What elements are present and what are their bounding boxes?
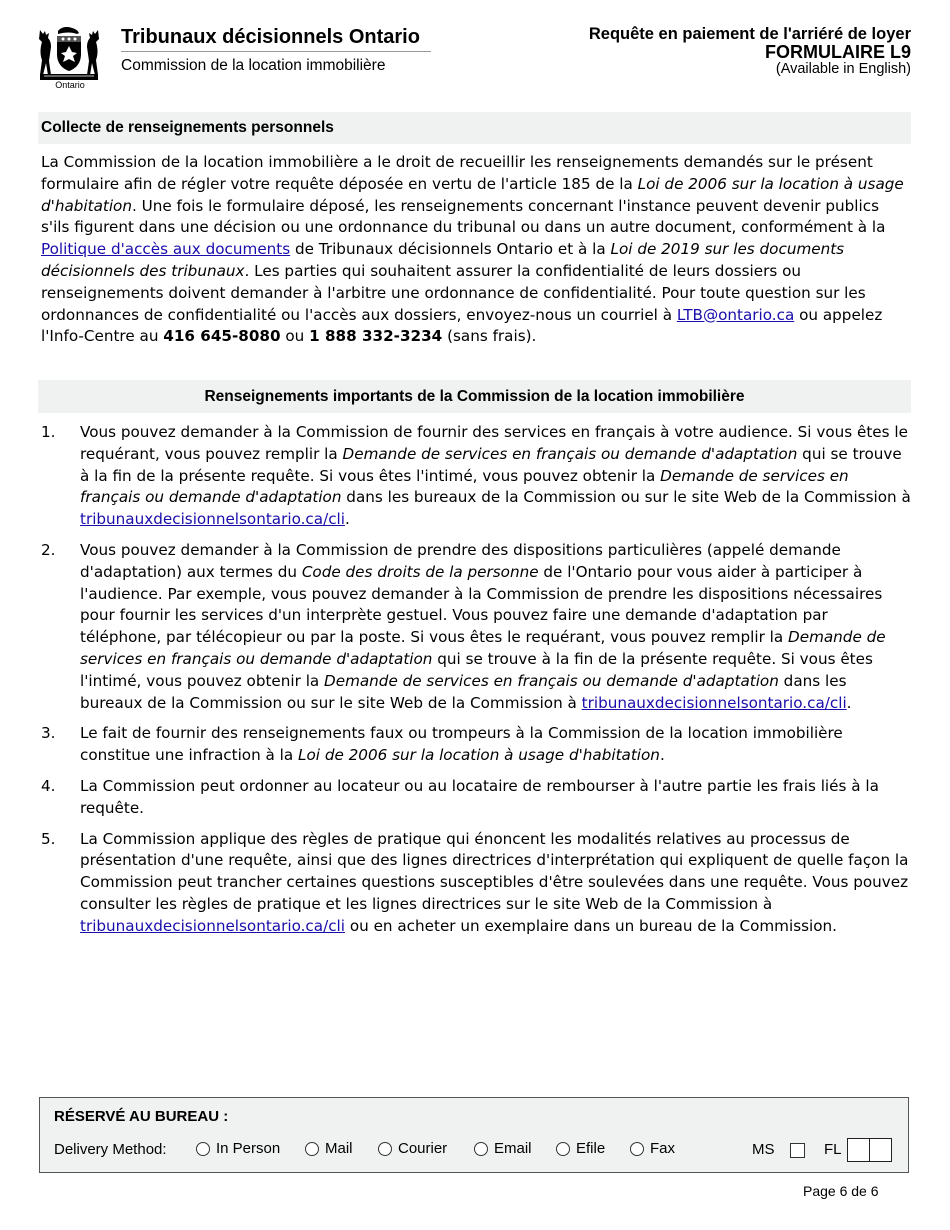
delivery-option-courier[interactable]: Courier [378,1140,447,1157]
email-link[interactable]: LTB@ontario.ca [676,305,795,324]
fl-input-1[interactable] [847,1138,870,1162]
access-policy-link[interactable]: Politique d'accès aux documents [41,240,291,259]
important-info-heading: Renseignements importants de la Commission de la location immobilière [38,380,911,413]
radio-efile[interactable] [556,1142,570,1156]
list-item: 4. La Commission peut ordonner au locateur ou au locataire de rembourser à l'autre partie les frais liés à la requête. [41,776,879,817]
delivery-option-mail[interactable]: Mail [305,1140,353,1157]
toll-free-number: 1 888 332-3234 [309,327,443,346]
privacy-paragraph: La Commission de la location immobilière a le droit de recueillir les renseignements demandés sur le présent formulaire afin de régler votre requête déposée en vertu de l'article 185 de la Loi de 2006 sur la location à usage d'habitation. Une fois le formulaire déposé, les renseignements concernant l'instance peuvent devenir publics s'ils figurent dans une décision ou une ordonnance du tribunal ou dans un autre document, conformément à la Politique d'accès aux documents de Tribunaux décisionnels Ontario et à la Loi de 2019 sur les documents décisionnels des tribunaux. Les parties qui souhaitent assurer la confidentialité de leurs dossiers ou renseignements doivent demander à l'arbitre une ordonnance de confidentialité. Pour toute question sur les ordonnances de confidentialité ou l'accès aux dossiers, envoyez-nous un courriel à LTB@ontario.ca ou appelez l'Info-Centre au 416 645-8080 ou 1 888 332-3234 (sans frais). [41,153,904,346]
delivery-option-efile[interactable]: Efile [556,1140,605,1157]
list-item: 5. La Commission applique des règles de pratique qui énoncent les modalités relatives au processus de présentation d'une requête, ainsi que des lignes directrices d'interprétation qui expliquent de quelle façon la Commission peut trancher certaines questions susceptibles d'être soulevées dans une requête. Vous pouvez consulter les règles de pratique et les lignes directrices sur le site Web de la Commission à tribunauxdecisionnelsontario.ca/cli ou en acheter un exemplaire dans un bureau de la Commission. [41,829,909,935]
list-item: 3. Le fait de fournir des renseignements faux ou trompeurs à la Commission de la location immobilière constitue une infraction à la Loi de 2006 sur la location à usage d'habitation. [41,724,843,765]
form-title-block [589,26,911,77]
office-use-box [39,1097,909,1173]
organization-name: Tribunaux décisionnels Ontario [121,26,420,48]
office-use-title: RÉSERVÉ AU BUREAU : [54,1108,229,1125]
law-title: Loi de 2006 sur la location à usage d'habitation [41,174,904,215]
language-note: (Available in English) [775,61,911,78]
radio-mail[interactable] [305,1142,319,1156]
ltb-website-link[interactable]: tribunauxdecisionnelsontario.ca/cli [80,510,345,529]
delivery-option-fax[interactable]: Fax [630,1140,675,1157]
form-title: Requête en paiement de l'arriéré de loyer [588,25,911,43]
privacy-heading: Collecte de renseignements personnels [38,112,911,144]
header-divider [121,51,431,52]
radio-email[interactable] [474,1142,488,1156]
organization-subtitle: Commission de la location immobilière [121,57,386,74]
delivery-option-in-person[interactable]: In Person [196,1140,280,1157]
important-info-list [41,422,911,947]
ltb-website-link[interactable]: tribunauxdecisionnelsontario.ca/cli [80,916,345,935]
ms-checkbox[interactable] [790,1143,805,1158]
logo-caption: Ontario [55,80,85,90]
fl-label: FL [824,1141,842,1158]
law-title: Loi de 2019 sur les documents décisionnels des tribunaux [41,240,845,280]
fl-input-2[interactable] [869,1138,892,1162]
delivery-option-email[interactable]: Email [474,1140,532,1157]
ms-label: MS [752,1141,775,1158]
ltb-website-link[interactable]: tribunauxdecisionnelsontario.ca/cli [581,693,847,712]
radio-fax[interactable] [630,1142,644,1156]
list-item: 1. Vous pouvez demander à la Commission de fournir des services en français à votre audience. Si vous êtes le requérant, vous pouvez remplir la Demande de services en français ou demande d'adaptation qui se trouve à la fin de la présente requête. Si vous êtes l'intimé, vous pouvez obtenir la Demande de services en français ou demande d'adaptation dans les bureaux de la Commission ou sur le site Web de la Commission à tribunauxdecisionnelsontario.ca/cli. [41,423,911,529]
delivery-method-label: Delivery Method: [54,1141,167,1158]
page-number: Page 6 de 6 [803,1183,879,1199]
radio-courier[interactable] [378,1142,392,1156]
list-item: 2. Vous pouvez demander à la Commission de prendre des dispositions particulières (appelé demande d'adaptation) aux termes du Code des droits de la personne de l'Ontario pour vous aider à participer à l'audience. Par exemple, vous pouvez demander à la Commission de prendre les dispositions nécessaires pour fournir les services d'un interprète gestuel. Vous pouvez faire une demande d'adaptation par téléphone, par télécopieur ou par la poste. Si vous êtes le requérant, vous pouvez remplir la Demande de services en français ou demande d'adaptation qui se trouve à la fin de la présente requête. Si vous êtes l'intimé, vous pouvez obtenir la Demande de services en français ou demande d'adaptation dans les bureaux de la Commission ou sur le site Web de la Commission à tribunauxdecisionnelsontario.ca/cli. [41,540,886,712]
radio-in-person[interactable] [196,1142,210,1156]
form-code: FORMULAIRE L9 [765,42,911,63]
phone-number: 416 645-8080 [163,327,281,346]
